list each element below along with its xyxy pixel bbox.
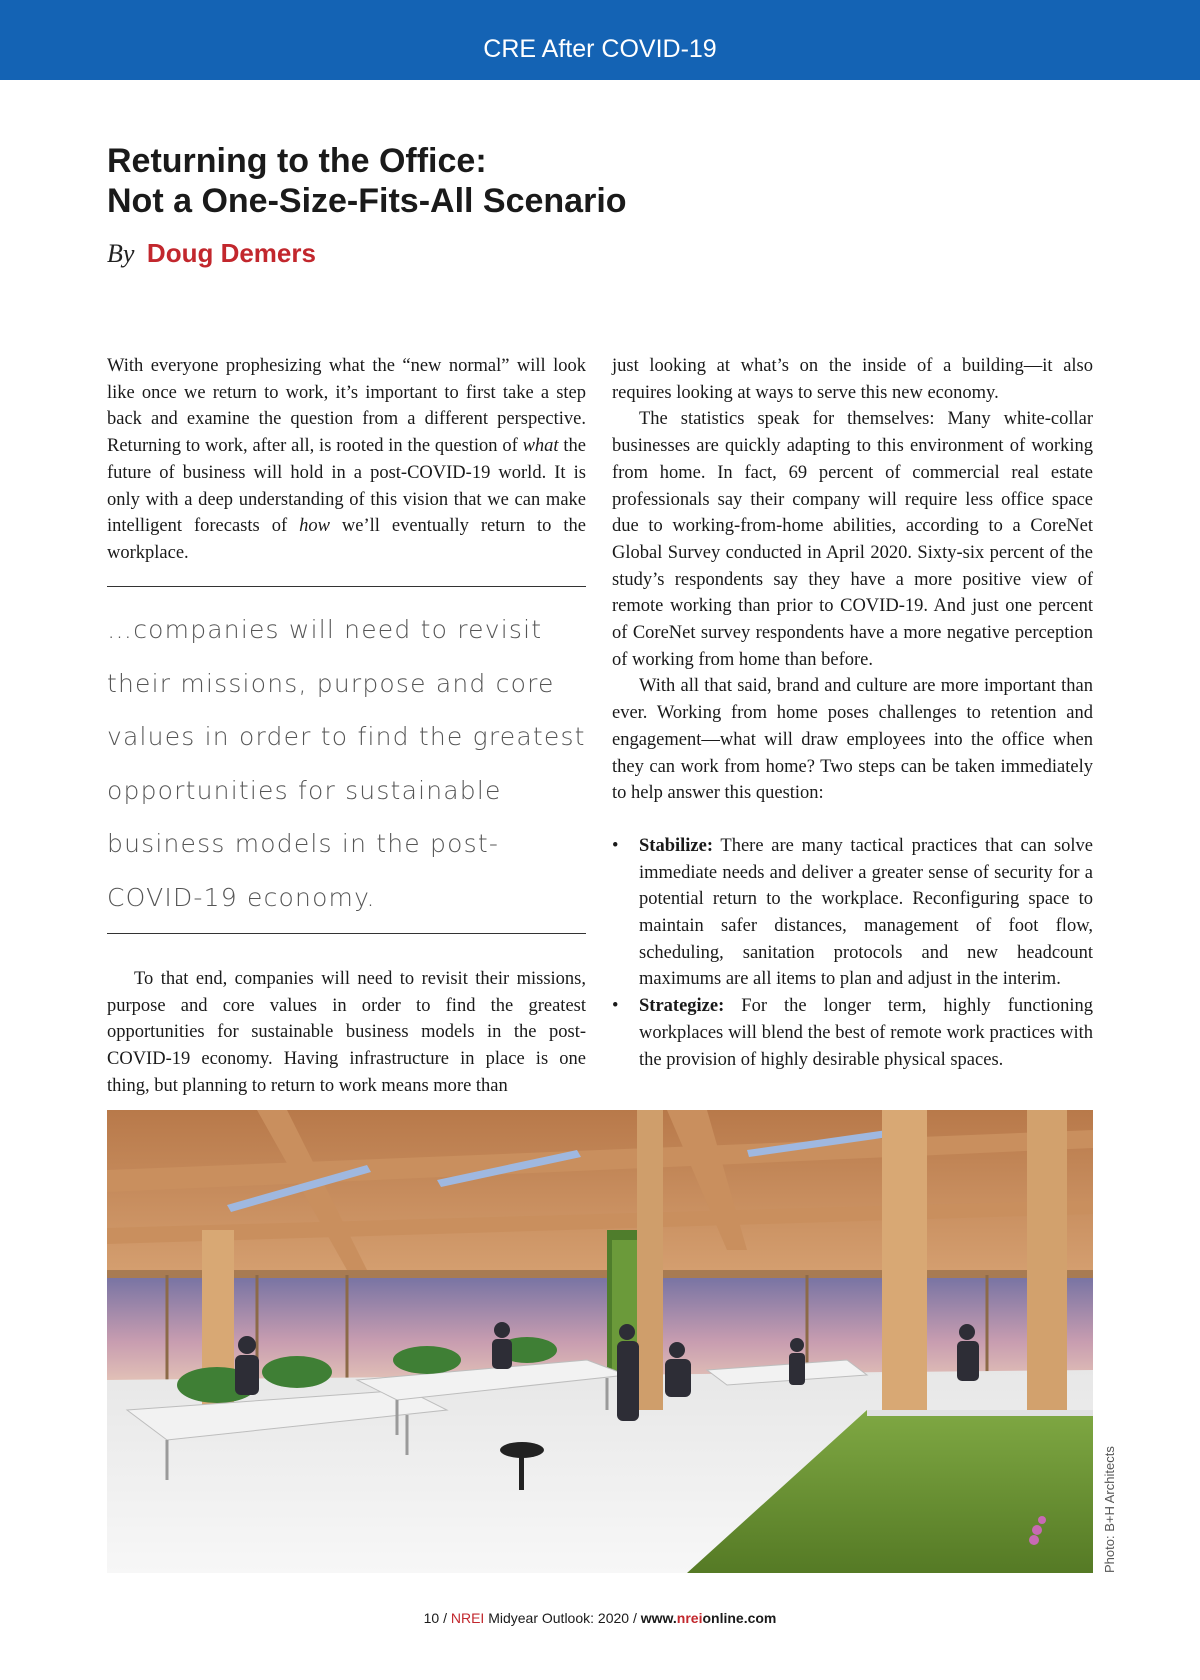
url-suffix: online.com	[702, 1610, 777, 1626]
title-line-2: Not a One-Size-Fits-All Scenario	[107, 182, 627, 220]
intro-part-b: the future of business will hold in a post-COVID-19 world. It is only with a deep understanding of this vision that we can make intelligent forecasts of	[107, 436, 586, 537]
steps-list	[612, 833, 1093, 1073]
list-item-stabilize	[612, 833, 1093, 993]
article-title	[107, 141, 1007, 221]
body-paragraph-5: With all that said, brand and culture are more important than ever. Working from home poses challenges to retention and engagement—what will draw employees into the office when they can work from home? Two steps can be taken immediately to help answer this question:	[612, 676, 1093, 804]
right-column	[612, 353, 1093, 1073]
bullet-term: Strategize:	[639, 996, 725, 1017]
section-banner	[0, 0, 1200, 80]
list-item-strategize	[612, 993, 1093, 1073]
body-paragraph-3: just looking at what’s on the inside of a building—it also requires looking at ways to serve this new economy.	[612, 356, 1093, 403]
pull-quote-text: …companies will need to revisit their missions, purpose and core values in order to find the greatest opportunities for sustainable business models in the post-COVID-19 economy.	[107, 615, 586, 912]
url-prefix: www.	[640, 1610, 677, 1626]
footer-publication: Midyear Outlook: 2020	[484, 1610, 630, 1626]
intro-part-c: we’ll eventually return to the workplace.	[107, 516, 586, 563]
intro-em-how: how	[299, 516, 330, 537]
pull-quote	[107, 586, 586, 934]
body-paragraph-2: To that end, companies will need to revisit their missions, purpose and core values in order to find the greatest opportunities for sustainable business models in the post-COVID-19 economy. Having infrastructure in place is one thing, but planning to return to work means more than	[107, 969, 586, 1096]
page-number: 10	[423, 1610, 440, 1626]
left-column-top	[107, 353, 586, 567]
section-title: CRE After COVID-19	[483, 35, 717, 63]
intro-em-what: what	[522, 436, 559, 457]
bullet-term: Stabilize:	[639, 835, 713, 856]
footer-brand: NREI	[450, 1610, 485, 1626]
title-line-1: Returning to the Office:	[107, 142, 487, 180]
body-paragraph-4: The statistics speak for themselves: Many white-collar businesses are quickly adapting to this environment of working from home. In fact, 69 percent of commercial real estate professionals say their company will require less office space due to working-from-home abilities, according to a CoreNet Global Survey conducted in April 2020. Sixty-six percent of the study’s respondents say they have a more positive view of remote working than prior to COVID-19. And just one percent of CoreNet survey respondents have a more negative perception of working from home than before.	[612, 409, 1093, 670]
bullet-text: There are many tactical practices that can solve immediate needs and deliver a greater sense of security for a potential return to the workplace. Reconfiguring space to maintain safer distances, management of foot flow, scheduling, sanitation protocols and new headcount maximums are all items to plan and adjust in the interim.	[639, 835, 1093, 990]
bullet-text: For the longer term, highly functioning workplaces will blend the best of remote work practices with the provision of highly desirable physical spaces.	[639, 996, 1093, 1070]
intro-paragraph	[107, 353, 586, 567]
url-brand: nrei	[676, 1610, 703, 1626]
footer-separator: /	[439, 1610, 451, 1626]
photo-credit: Photo: B+H Architects	[1102, 1446, 1117, 1573]
office-rendering-photo	[107, 1110, 1093, 1573]
byline	[107, 236, 316, 271]
intro-part-a: With everyone prophesizing what the “new normal” will look like once we return to work, it’s important to first take a step back and examine the question from a different perspective. Returning to work, after all, is rooted in the question of	[107, 356, 586, 457]
byline-by: By	[107, 239, 135, 268]
page-footer	[0, 1610, 1200, 1626]
left-column-bottom	[107, 966, 586, 1100]
footer-separator: /	[629, 1610, 641, 1626]
author-name: Doug Demers	[146, 238, 316, 268]
footer-url[interactable]	[641, 1610, 777, 1626]
